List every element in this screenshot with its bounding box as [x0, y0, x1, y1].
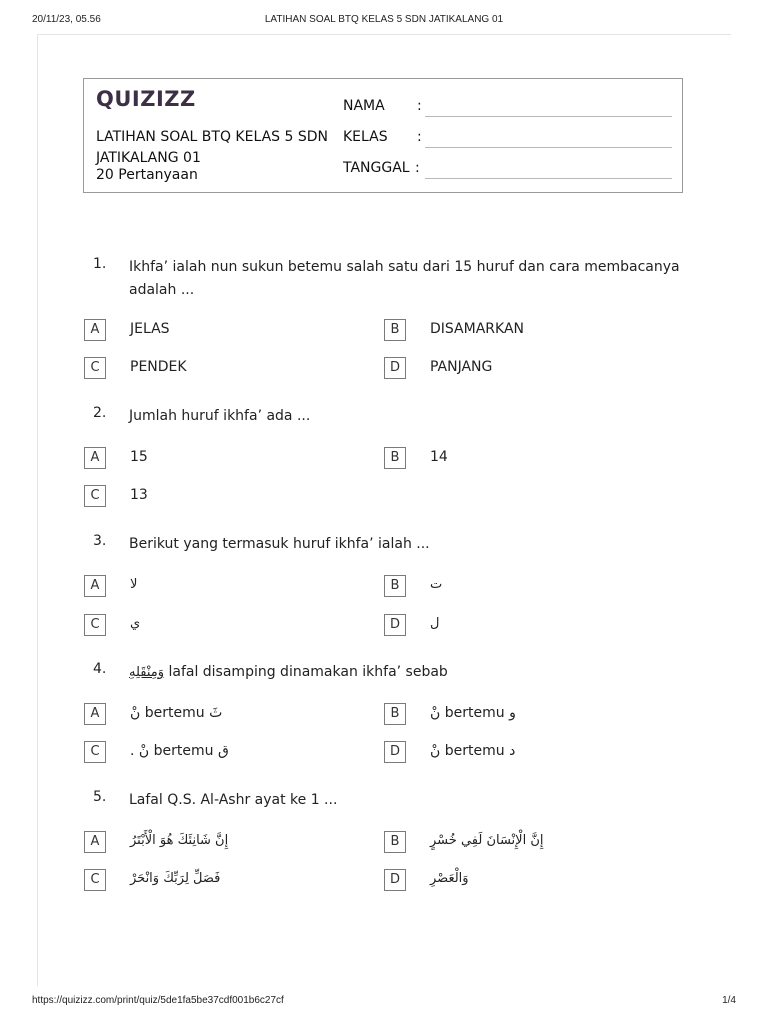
option-letter: C: [84, 614, 106, 636]
option-letter: B: [384, 447, 406, 469]
option-text: وَالْعَصْرِ: [430, 871, 469, 886]
class-field: [343, 129, 683, 149]
option-text: 13: [130, 487, 148, 503]
date-field: [343, 160, 683, 180]
option-text: إِنَّ شَانِئَكَ هُوَ الْأَبْتَرُ: [130, 833, 229, 848]
option-letter: B: [384, 575, 406, 597]
option-text: JELAS: [130, 321, 170, 337]
question-text: Ikhfa’ ialah nun sukun betemu salah satu dari 15 huruf dan cara membacanya adalah ...: [129, 259, 680, 298]
top-divider: [37, 34, 731, 35]
option-text: ي: [130, 616, 141, 631]
date-colon: :: [415, 160, 420, 176]
print-page-number: 1/4: [722, 995, 736, 1006]
option-text: PENDEK: [130, 359, 187, 375]
option-letter: C: [84, 485, 106, 507]
question-count: 20 Pertanyaan: [96, 167, 198, 183]
option-text: 14: [430, 449, 448, 465]
option-text: فَصَلِّ لِرَبِّكَ وَانْحَرْ: [130, 871, 221, 886]
option-letter: B: [384, 703, 406, 725]
option-text: نْ bertemu و: [430, 705, 516, 721]
class-line: [425, 147, 672, 148]
option-letter: C: [84, 741, 106, 763]
question-number: 4.: [93, 661, 107, 677]
print-datetime: 20/11/23, 05.56: [32, 14, 101, 25]
question-number: 2.: [93, 405, 107, 421]
option-text: ت: [430, 577, 443, 592]
worksheet-header: [83, 78, 683, 193]
option-letter: C: [84, 869, 106, 891]
option-letter: B: [384, 831, 406, 853]
question-text: Berikut yang termasuk huruf ikhfa’ ialah ...: [129, 536, 430, 552]
option-text: . نْ bertemu ق: [130, 743, 229, 759]
quizizz-logo: QUIZIZZ: [96, 87, 196, 111]
option-letter: D: [384, 614, 406, 636]
option-letter: A: [84, 447, 106, 469]
date-line: [425, 178, 672, 179]
left-divider: [37, 34, 38, 986]
option-text: DISAMARKAN: [430, 321, 525, 337]
question-text: Lafal Q.S. Al-Ashr ayat ke 1 ...: [129, 792, 338, 808]
option-letter: D: [384, 869, 406, 891]
date-label: TANGGAL: [343, 160, 410, 176]
option-text: نْ bertemu ثَ: [130, 705, 223, 721]
class-label: KELAS: [343, 129, 388, 145]
print-footer: [0, 995, 768, 1011]
option-letter: A: [84, 703, 106, 725]
question-text-wrap: [129, 661, 689, 684]
name-colon: :: [417, 98, 422, 114]
print-title: LATIHAN SOAL BTQ KELAS 5 SDN JATIKALANG 01: [264, 14, 504, 25]
option-letter: D: [384, 357, 406, 379]
option-letter: C: [84, 357, 106, 379]
option-text: إِنَّ الْإِنْسَانَ لَفِي خُسْرٍ: [430, 833, 544, 848]
name-line: [425, 116, 672, 117]
print-url: https://quizizz.com/print/quiz/5de1fa5be37cdf001b6c27cf: [32, 995, 284, 1006]
option-text: نْ bertemu د: [430, 743, 516, 759]
option-letter: A: [84, 831, 106, 853]
question-number: 5.: [93, 789, 107, 805]
option-text: 15: [130, 449, 148, 465]
option-letter: D: [384, 741, 406, 763]
quiz-title: LATIHAN SOAL BTQ KELAS 5 SDN JATIKALANG 01: [96, 129, 328, 166]
print-header: [0, 14, 768, 30]
question-text: Jumlah huruf ikhfa’ ada ...: [129, 408, 311, 424]
option-letter: B: [384, 319, 406, 341]
option-letter: A: [84, 319, 106, 341]
name-label: NAMA: [343, 98, 385, 114]
question-text: lafal disamping dinamakan ikhfa’ sebab: [168, 664, 448, 680]
question-number: 3.: [93, 533, 107, 549]
question-arabic: وَمِنْقَلِهِ: [129, 665, 165, 680]
option-text: PANJANG: [430, 359, 493, 375]
option-text: ل: [430, 616, 440, 631]
name-field: [343, 98, 683, 118]
option-text: لا: [130, 577, 138, 592]
question-number: 1.: [93, 256, 107, 272]
option-letter: A: [84, 575, 106, 597]
class-colon: :: [417, 129, 422, 145]
